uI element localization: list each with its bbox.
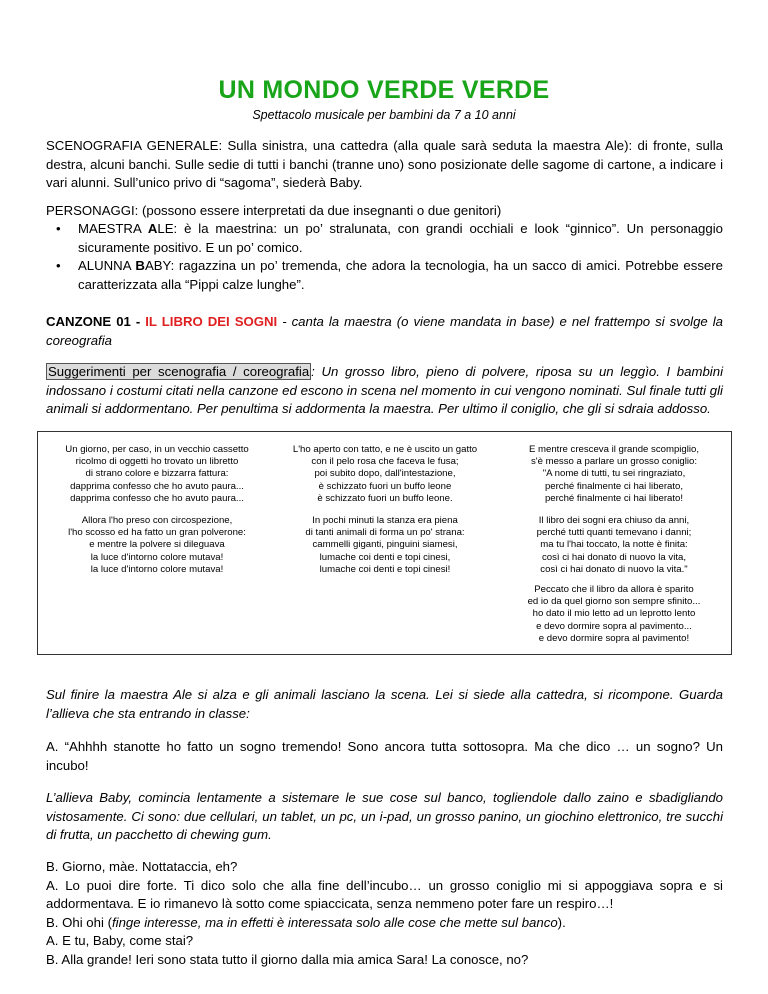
dialog-line: B. Ohi ohi (finge interesse, ma in effetti è interessata solo alle cose che mette sul banco). (46, 914, 566, 930)
lyrics-stanza-2: L'ho aperto con tatto, e ne è uscito un gatto con il pelo rosa che faceva le fusa; poi subito dopo, dall'intestazione, è schizzato fuori un buffo leone è schizzato fuori un buffo leone. (292, 444, 478, 504)
dialog-line: B. Alla grande! Ieri sono stata tutto il giorno dalla mia amica Sara! La conosce, no? (46, 951, 529, 967)
document-subtitle: Spettacolo musicale per bambini da 7 a 10 anni (252, 108, 516, 122)
dialog-block (46, 858, 723, 969)
lyrics-stanza-4: Allora l'ho preso con circospezione, l'ho scosso ed ha fatto un gran polverone: e mentre la polvere si dileguava la luce d'intorno colore mutava! la luce d'intorno colore mutava! (68, 515, 246, 575)
lyrics-stanza-3: E mentre cresceva il grande scompiglio, s'è messo a parlare un grosso coniglio: "A nome di tutti, tu sei ringraziato, perché finalmente ci hai liberato, perché finalmente ci hai liberato! (528, 444, 700, 504)
personaggio-item-alunna: • ALUNNA BABY: ragazzina un po’ tremenda, che adora la tecnologia, ha un sacco di amici. Potrebbe essere caratterizzata alla “Pippi calze lunghe”. (56, 258, 723, 292)
lyrics-box (37, 431, 732, 655)
lyrics-stanza-6: Il libro dei sogni era chiuso da anni, perché tutti quanti temevano i danni; ma tu l'hai toccato, la notte è finita: così ci hai donato di nuovo la vita, così ci hai donato di nuovo la vita." (536, 515, 692, 575)
dialog-line: B. Giorno, màe. Nottataccia, eh? (46, 859, 238, 874)
canzone-label: CANZONE 01 - (46, 314, 141, 329)
suggerimenti-paragraph: Suggerimenti per scenografia / coreografia : Un grosso libro, pieno di polvere, riposa su un leggìo. I bambini indossano i costumi citati nella canzone ed escono in scena nel momento in cui vengono nominati. Sul finale tutti gli animali si addormentano. Per penultima si addormenta la maestra. Per ultimo il coniglio, che gli si sdraia addosso. (46, 364, 723, 416)
personaggi-intro: PERSONAGGI: (possono essere interpretati da due insegnanti o due genitori) (46, 203, 502, 218)
dialog-line: A. E tu, Baby, come stai? (46, 933, 194, 948)
lyrics-stanza-1: Un giorno, per caso, in un vecchio cassetto ricolmo di oggetti ho trovato un libretto di strano colore e bizzarra fattura: dapprima confesso che ho avuto paura... dapprima confesso che ho avuto paura... (65, 444, 249, 504)
scenografia-paragraph: SCENOGRAFIA GENERALE: Sulla sinistra, una cattedra (alla quale sarà seduta la maestra Ale): di fronte, sulla destra, alcuni banchi. Sulle sedie di tutti i banchi (tranne uno) sono posizionate delle sagome di cartone, a indicare i vari alunni. Sull’unico privo di “sagoma”, siederà Baby. (46, 138, 723, 190)
personaggio-item-maestra: • MAESTRA ALE: è la maestrina: un po’ stralunata, con grandi occhiali e look “ginnico”. Un personaggio sicuramente positivo. E un po’ comico. (56, 221, 723, 255)
canzone-title: IL LIBRO DEI SOGNI (145, 314, 278, 329)
suggerimenti-label: Suggerimenti per scenografia / coreografia (48, 364, 310, 379)
personaggi-list (46, 220, 723, 294)
line-a-1: A. “Ahhhh stanotte ho fatto un sogno tremendo! Sono ancora tutta sottosopra. Ma che dico … un sogno? Un incubo! (46, 739, 723, 773)
bullet-icon: • (56, 258, 61, 273)
document-title: UN MONDO VERDE VERDE (218, 76, 550, 104)
canzone-heading (46, 313, 723, 350)
lyrics-stanza-7: Peccato che il libro da allora è sparito ed io da quel giorno son sempre sfinito... ho dato il mio letto ad un leprotto lento e devo dormire sopra al pavimento... e devo dormire sopra al pavimento! (527, 584, 701, 644)
bullet-icon: • (56, 221, 61, 236)
lyrics-stanza-5: In pochi minuti la stanza era piena di tanti animali di forma un po' strana: cammelli giganti, pinguini siamesi, lumache coi denti e topi cinesi, lumache coi denti e topi cinesi! (305, 515, 465, 575)
stage-direction-2: L’allieva Baby, comincia lentamente a sistemare le sue cose sul banco, togliendole dallo zaino e sbadigliando vistosamente. Ci sono: due cellulari, un tablet, un pc, un i-pad, un grosso panino, un giochino elettronico, tre succhi di frutta, un pacchetto di chewing gum. (46, 790, 723, 842)
stage-direction-1: Sul finire la maestra Ale si alza e gli animali lasciano la scena. Lei si siede alla cattedra, si ricompone. Guarda l’allieva che sta entrando in classe: (46, 687, 723, 721)
canzone-description: - canta la maestra (o viene mandata in base) e nel frattempo si svolge la coreografia (46, 314, 724, 348)
dialog-line: A. Lo puoi dire forte. Ti dico solo che alla fine dell’incubo… un grosso coniglio mi si appoggiava sopra e si addormentava. E io rimanevo là sotto come spiaccicata, senza nemmeno poter fare un respiro…! (46, 877, 723, 911)
